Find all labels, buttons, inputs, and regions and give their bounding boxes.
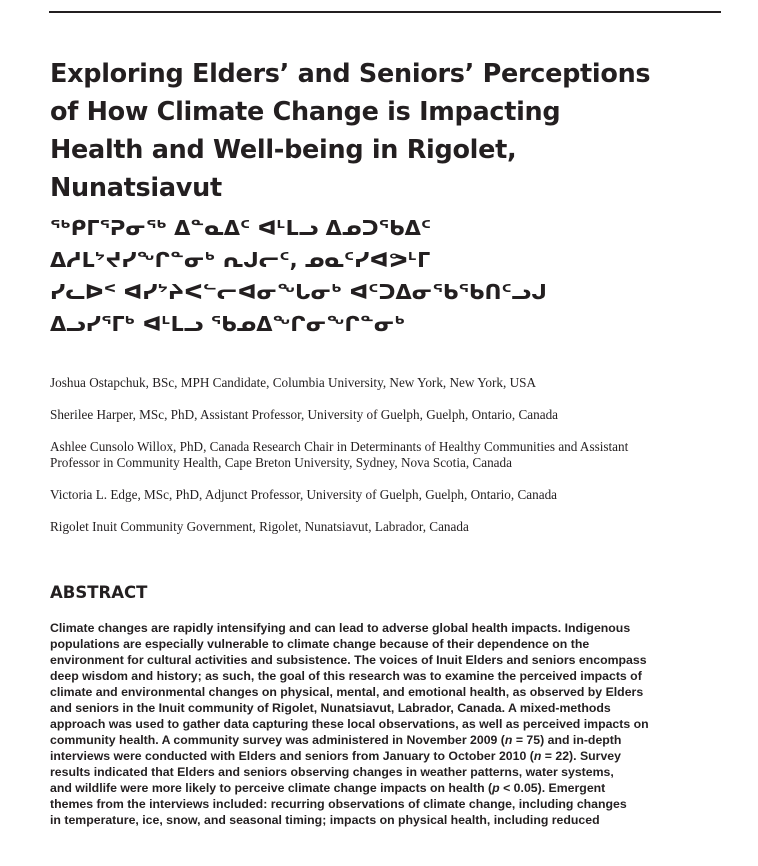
author-affiliation: Joshua Ostapchuk, BSc, MPH Candidate, Columbia University, New York, New York, USA — [50, 375, 536, 390]
syllabic-title-line: ᖅᑭᒥᕐᕈᓂᖅ ᐃᓐᓇᐃᑦ ᐊᒻᒪᓗ ᐃᓄᑐᖃᐃᑦ — [50, 216, 432, 240]
abstract-line — [50, 668, 650, 684]
abstract-text — [50, 620, 650, 828]
statistic-symbol: n — [504, 733, 513, 747]
abstract-text-segment: in temperature, ice, snow, and seasonal timing; impacts on physical health, including reduced — [50, 813, 600, 827]
syllabic-title-line: ᓯᓚᐅᑉ ᐊᓯᔾᔨᐸᓪᓕᐊᓂᖓᓂᒃ ᐊᑦᑐᐃᓂᖃᖃᑎᑦᓗᒍ — [50, 280, 547, 304]
syllabic-title — [50, 212, 670, 340]
title-line: Exploring Elders’ and Seniors’ Perceptions — [50, 59, 651, 89]
syllabic-title-line: ᐃᓗᓯᕐᒥᒃ ᐊᒻᒪᓗ ᖃᓄᐃᖏᓂᖏᓐᓂᒃ — [50, 312, 406, 336]
author-list — [50, 375, 630, 551]
abstract-line — [50, 732, 650, 748]
abstract-text-segment: = 75) and in-depth — [512, 733, 622, 747]
title-line: of How Climate Change is Impacting — [50, 97, 561, 127]
author-affiliation: Ashlee Cunsolo Willox, PhD, Canada Research Chair in Determinants of Healthy Communities and Assistant Professor in Community Health, Cape Breton University, Sydney, Nova Scotia, Canada — [50, 439, 629, 470]
abstract-line — [50, 620, 650, 636]
abstract-line — [50, 764, 650, 780]
abstract-line — [50, 780, 650, 796]
abstract-line — [50, 652, 650, 668]
abstract-line — [50, 684, 650, 700]
abstract-text-segment: climate and environmental changes on physical, mental, and emotional health, as observed by Elders — [50, 685, 644, 699]
syllabic-title-line: ᐃᓱᒪᔾᔪᓯᖏᓐᓂᒃ ᕆᒍᓕᑦ, ᓄᓇᑦᓯᐊᕗᒻᒥ — [50, 248, 431, 272]
author-affiliation: Victoria L. Edge, MSc, PhD, Adjunct Professor, University of Guelph, Guelph, Ontario, Canada — [50, 487, 558, 502]
title-line: Health and Well-being in Rigolet, — [50, 135, 517, 165]
abstract-text-segment: results indicated that Elders and seniors observing changes in weather patterns, water systems, — [50, 765, 614, 779]
abstract-text-segment: deep wisdom and history; as such, the goal of this research was to examine the perceived impacts of — [50, 669, 642, 683]
abstract-line — [50, 812, 650, 828]
paper-title — [50, 55, 690, 207]
title-line: Nunatsiavut — [50, 173, 222, 203]
header-rule — [49, 11, 721, 13]
abstract-line — [50, 700, 650, 716]
statistic-symbol: p — [492, 781, 500, 795]
abstract-text-segment: = 22). Survey — [541, 749, 621, 763]
statistic-symbol: n — [533, 749, 542, 763]
abstract-text-segment: themes from the interviews included: recurring observations of climate change, including changes — [50, 797, 627, 811]
abstract-line — [50, 716, 650, 732]
abstract-text-segment: interviews were conducted with Elders and seniors from January to October 2010 ( — [50, 749, 534, 763]
author-affiliation: Sherilee Harper, MSc, PhD, Assistant Professor, University of Guelph, Guelph, Ontario, Canada — [50, 407, 559, 422]
abstract-text-segment: and wildlife were more likely to perceive climate change impacts on health ( — [50, 781, 493, 795]
author-affiliation: Rigolet Inuit Community Government, Rigolet, Nunatsiavut, Labrador, Canada — [50, 519, 469, 534]
abstract-text-segment: environment for cultural activities and subsistence. The voices of Inuit Elders and seniors encompass — [50, 653, 647, 667]
abstract-text-segment: and seniors in the Inuit community of Rigolet, Nunatsiavut, Labrador, Canada. A mixed-methods — [50, 701, 611, 715]
abstract-text-segment: < 0.05). Emergent — [499, 781, 606, 795]
abstract-text-segment: community health. A community survey was administered in November 2009 ( — [50, 733, 505, 747]
abstract-heading: ABSTRACT — [50, 583, 148, 602]
abstract-line — [50, 796, 650, 812]
abstract-line — [50, 636, 650, 652]
abstract-line — [50, 748, 650, 764]
abstract-text-segment: approach was used to gather data capturing these local observations, as well as perceived impacts on — [50, 717, 649, 731]
abstract-text-segment: populations are especially vulnerable to climate change because of their dependence on the — [50, 637, 590, 651]
abstract-text-segment: Climate changes are rapidly intensifying and can lead to adverse global health impacts. Indigenous — [50, 621, 631, 635]
